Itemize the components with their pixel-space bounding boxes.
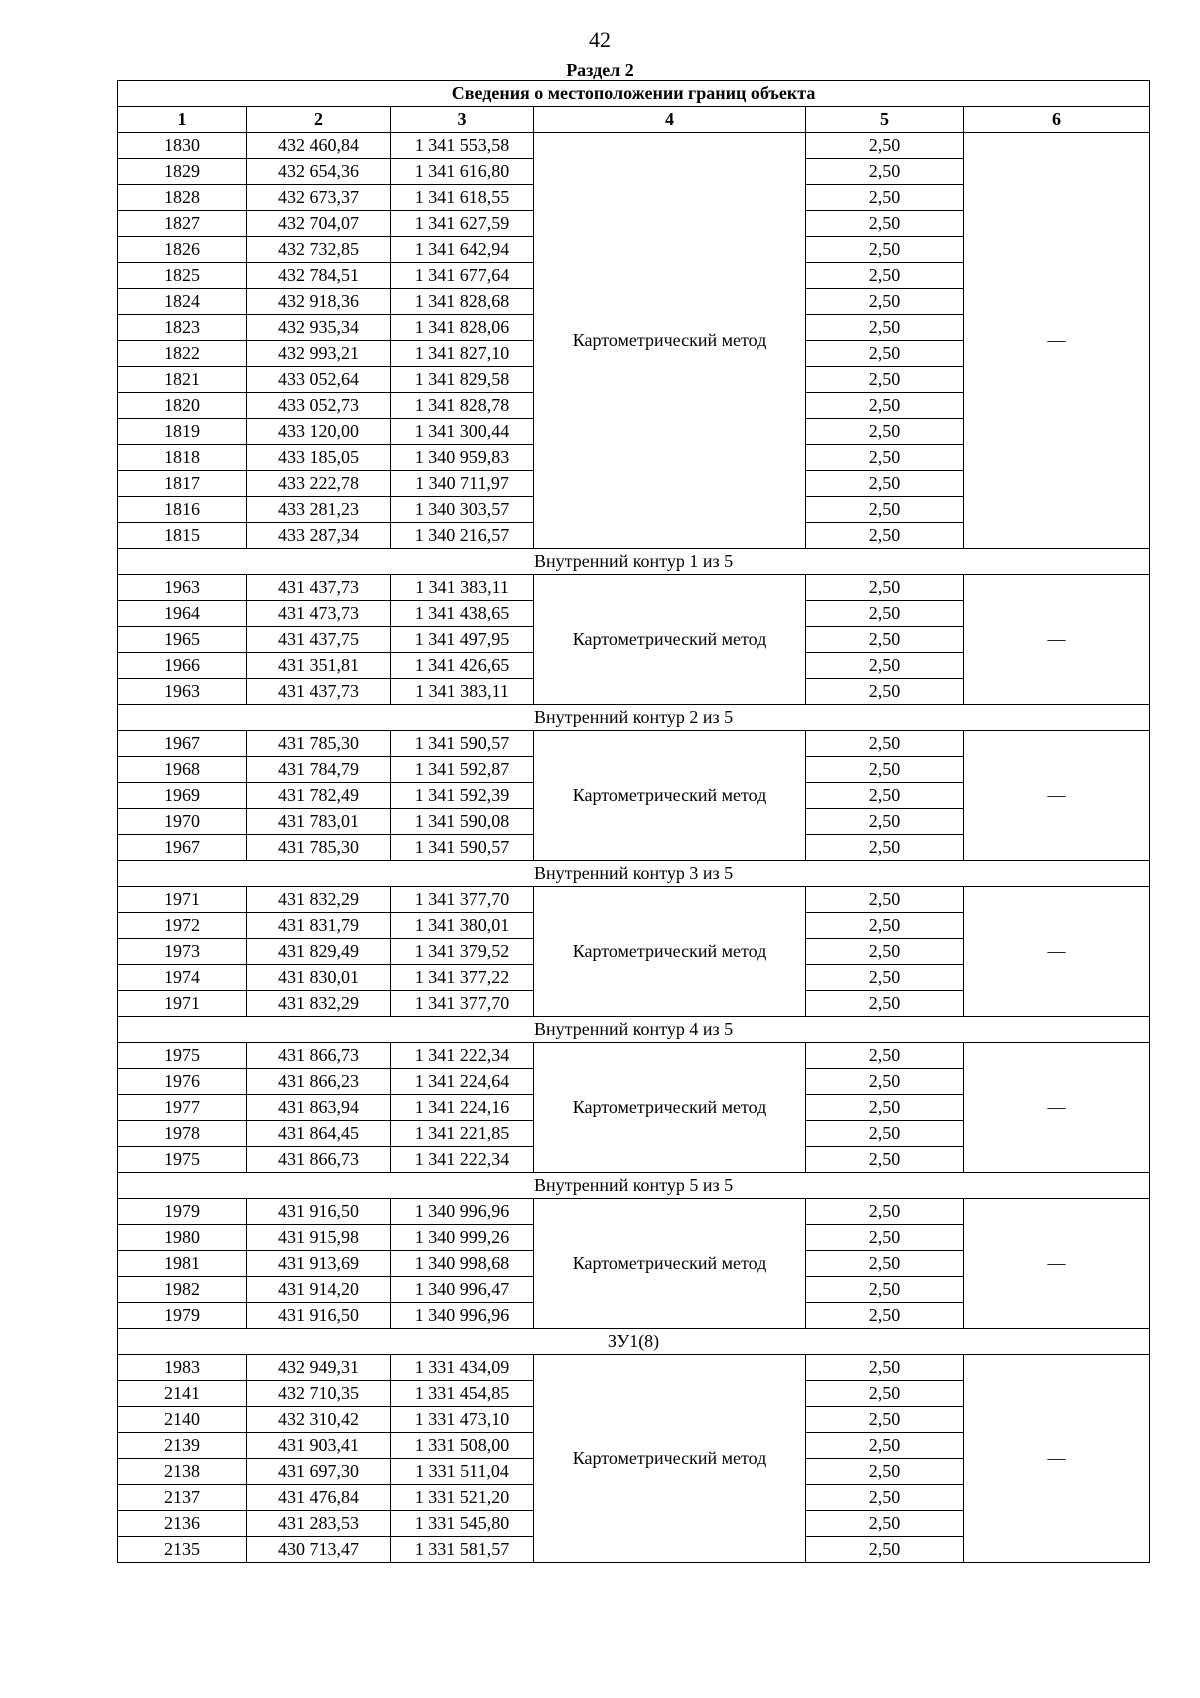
coordinate-y-cell: 1 341 642,94 [391, 237, 534, 263]
accuracy-cell: 2,50 [806, 1095, 964, 1121]
coordinate-y-cell: 1 341 829,58 [391, 367, 534, 393]
accuracy-cell: 2,50 [806, 523, 964, 549]
coordinate-x-cell: 432 654,36 [247, 159, 391, 185]
accuracy-cell: 2,50 [806, 835, 964, 861]
point-number-cell: 1816 [118, 497, 247, 523]
point-number-cell: 1982 [118, 1277, 247, 1303]
table-row [118, 731, 1150, 757]
accuracy-cell: 2,50 [806, 1199, 964, 1225]
coordinate-x-cell: 433 120,00 [247, 419, 391, 445]
coordinate-y-cell: 1 341 677,64 [391, 263, 534, 289]
accuracy-cell: 2,50 [806, 289, 964, 315]
note-cell: — [964, 887, 1150, 1017]
coordinate-x-cell: 431 832,29 [247, 887, 391, 913]
accuracy-cell: 2,50 [806, 133, 964, 159]
section-title: Раздел 2 [566, 60, 634, 80]
coordinate-y-cell: 1 341 377,70 [391, 887, 534, 913]
column-header: 2 [247, 107, 391, 133]
coordinate-y-cell: 1 341 377,22 [391, 965, 534, 991]
table-row [118, 133, 1150, 159]
point-number-cell: 1822 [118, 341, 247, 367]
group-label-row [118, 861, 1150, 887]
point-number-cell: 1825 [118, 263, 247, 289]
table-caption-row [118, 81, 1150, 107]
coordinate-y-cell: 1 341 592,39 [391, 783, 534, 809]
accuracy-cell: 2,50 [806, 1225, 964, 1251]
accuracy-cell: 2,50 [806, 679, 964, 705]
accuracy-cell: 2,50 [806, 341, 964, 367]
accuracy-cell: 2,50 [806, 575, 964, 601]
accuracy-cell: 2,50 [806, 185, 964, 211]
coordinate-x-cell: 431 785,30 [247, 835, 391, 861]
accuracy-cell: 2,50 [806, 393, 964, 419]
method-cell: Картометрический метод [534, 887, 806, 1017]
table-caption: Сведения о местоположении границ объекта [118, 81, 1150, 107]
coordinate-x-cell: 431 697,30 [247, 1459, 391, 1485]
coordinate-x-cell: 431 476,84 [247, 1485, 391, 1511]
accuracy-cell: 2,50 [806, 1537, 964, 1563]
group-label-row [118, 705, 1150, 731]
table-head [118, 81, 1150, 133]
coordinates-table [117, 80, 1150, 1563]
point-number-cell: 1818 [118, 445, 247, 471]
point-number-cell: 1963 [118, 575, 247, 601]
coordinate-y-cell: 1 341 627,59 [391, 211, 534, 237]
coordinate-y-cell: 1 341 383,11 [391, 575, 534, 601]
point-number-cell: 1975 [118, 1043, 247, 1069]
point-number-cell: 1978 [118, 1121, 247, 1147]
coordinate-y-cell: 1 341 828,06 [391, 315, 534, 341]
point-number-cell: 1966 [118, 653, 247, 679]
column-header: 4 [534, 107, 806, 133]
coordinate-y-cell: 1 331 545,80 [391, 1511, 534, 1537]
coordinate-y-cell: 1 341 618,55 [391, 185, 534, 211]
coordinate-y-cell: 1 340 998,68 [391, 1251, 534, 1277]
coordinate-y-cell: 1 341 828,78 [391, 393, 534, 419]
coordinate-y-cell: 1 341 590,57 [391, 835, 534, 861]
coordinate-y-cell: 1 341 380,01 [391, 913, 534, 939]
coordinate-x-cell: 432 704,07 [247, 211, 391, 237]
point-number-cell: 1830 [118, 133, 247, 159]
contour-label: Внутренний контур 4 из 5 [118, 1017, 1150, 1043]
point-number-cell: 1964 [118, 601, 247, 627]
point-number-cell: 1824 [118, 289, 247, 315]
accuracy-cell: 2,50 [806, 1277, 964, 1303]
accuracy-cell: 2,50 [806, 159, 964, 185]
point-number-cell: 1817 [118, 471, 247, 497]
point-number-cell: 1975 [118, 1147, 247, 1173]
coordinate-x-cell: 431 473,73 [247, 601, 391, 627]
note-cell: — [964, 575, 1150, 705]
accuracy-cell: 2,50 [806, 1303, 964, 1329]
method-cell: Картометрический метод [534, 1199, 806, 1329]
coordinate-x-cell: 431 830,01 [247, 965, 391, 991]
coordinate-y-cell: 1 340 303,57 [391, 497, 534, 523]
point-number-cell: 1821 [118, 367, 247, 393]
coordinate-x-cell: 431 915,98 [247, 1225, 391, 1251]
point-number-cell: 1963 [118, 679, 247, 705]
accuracy-cell: 2,50 [806, 887, 964, 913]
accuracy-cell: 2,50 [806, 731, 964, 757]
point-number-cell: 1828 [118, 185, 247, 211]
coordinate-y-cell: 1 340 999,26 [391, 1225, 534, 1251]
method-cell: Картометрический метод [534, 1043, 806, 1173]
group-label-row [118, 1173, 1150, 1199]
coordinate-y-cell: 1 331 473,10 [391, 1407, 534, 1433]
coordinate-y-cell: 1 340 996,96 [391, 1199, 534, 1225]
point-number-cell: 1826 [118, 237, 247, 263]
coordinate-x-cell: 433 052,64 [247, 367, 391, 393]
coordinate-y-cell: 1 341 828,68 [391, 289, 534, 315]
point-number-cell: 2136 [118, 1511, 247, 1537]
group-label-row [118, 1017, 1150, 1043]
accuracy-cell: 2,50 [806, 809, 964, 835]
coordinate-y-cell: 1 341 222,34 [391, 1043, 534, 1069]
accuracy-cell: 2,50 [806, 237, 964, 263]
point-number-cell: 1815 [118, 523, 247, 549]
accuracy-cell: 2,50 [806, 1381, 964, 1407]
coordinate-x-cell: 430 713,47 [247, 1537, 391, 1563]
point-number-cell: 1980 [118, 1225, 247, 1251]
point-number-cell: 2137 [118, 1485, 247, 1511]
coordinate-x-cell: 431 914,20 [247, 1277, 391, 1303]
table-body [118, 133, 1150, 1563]
column-header: 5 [806, 107, 964, 133]
point-number-cell: 1967 [118, 731, 247, 757]
coordinate-x-cell: 431 783,01 [247, 809, 391, 835]
accuracy-cell: 2,50 [806, 471, 964, 497]
coordinate-x-cell: 431 782,49 [247, 783, 391, 809]
note-cell: — [964, 1355, 1150, 1563]
accuracy-cell: 2,50 [806, 991, 964, 1017]
point-number-cell: 2138 [118, 1459, 247, 1485]
coordinate-y-cell: 1 331 508,00 [391, 1433, 534, 1459]
accuracy-cell: 2,50 [806, 1147, 964, 1173]
point-number-cell: 1981 [118, 1251, 247, 1277]
coordinate-x-cell: 431 784,79 [247, 757, 391, 783]
accuracy-cell: 2,50 [806, 263, 964, 289]
point-number-cell: 2140 [118, 1407, 247, 1433]
point-number-cell: 2135 [118, 1537, 247, 1563]
coordinate-x-cell: 433 052,73 [247, 393, 391, 419]
coordinate-y-cell: 1 331 434,09 [391, 1355, 534, 1381]
accuracy-cell: 2,50 [806, 1251, 964, 1277]
coordinate-y-cell: 1 331 511,04 [391, 1459, 534, 1485]
coordinate-y-cell: 1 341 827,10 [391, 341, 534, 367]
coordinate-y-cell: 1 340 216,57 [391, 523, 534, 549]
point-number-cell: 1973 [118, 939, 247, 965]
accuracy-cell: 2,50 [806, 1069, 964, 1095]
point-number-cell: 1970 [118, 809, 247, 835]
coordinate-y-cell: 1 341 377,70 [391, 991, 534, 1017]
point-number-cell: 1979 [118, 1199, 247, 1225]
point-number-cell: 1969 [118, 783, 247, 809]
accuracy-cell: 2,50 [806, 1355, 964, 1381]
coordinate-x-cell: 433 281,23 [247, 497, 391, 523]
column-header-row [118, 107, 1150, 133]
coordinate-x-cell: 431 785,30 [247, 731, 391, 757]
point-number-cell: 1820 [118, 393, 247, 419]
coordinate-x-cell: 431 916,50 [247, 1199, 391, 1225]
coordinate-x-cell: 432 460,84 [247, 133, 391, 159]
point-number-cell: 1976 [118, 1069, 247, 1095]
accuracy-cell: 2,50 [806, 601, 964, 627]
coordinate-y-cell: 1 340 959,83 [391, 445, 534, 471]
point-number-cell: 1965 [118, 627, 247, 653]
coordinate-x-cell: 431 831,79 [247, 913, 391, 939]
point-number-cell: 1977 [118, 1095, 247, 1121]
group-label-row [118, 549, 1150, 575]
contour-label: Внутренний контур 2 из 5 [118, 705, 1150, 731]
point-number-cell: 1971 [118, 887, 247, 913]
coordinate-x-cell: 431 832,29 [247, 991, 391, 1017]
accuracy-cell: 2,50 [806, 1459, 964, 1485]
coordinate-x-cell: 433 222,78 [247, 471, 391, 497]
coordinate-y-cell: 1 341 426,65 [391, 653, 534, 679]
coordinate-y-cell: 1 341 379,52 [391, 939, 534, 965]
coordinate-y-cell: 1 341 590,08 [391, 809, 534, 835]
point-number-cell: 1967 [118, 835, 247, 861]
coordinate-y-cell: 1 341 497,95 [391, 627, 534, 653]
accuracy-cell: 2,50 [806, 211, 964, 237]
coordinate-x-cell: 431 283,53 [247, 1511, 391, 1537]
note-cell: — [964, 1199, 1150, 1329]
coordinate-x-cell: 431 913,69 [247, 1251, 391, 1277]
table-row [118, 1043, 1150, 1069]
coordinate-x-cell: 431 829,49 [247, 939, 391, 965]
point-number-cell: 2139 [118, 1433, 247, 1459]
accuracy-cell: 2,50 [806, 783, 964, 809]
coordinate-y-cell: 1 340 711,97 [391, 471, 534, 497]
note-cell: — [964, 1043, 1150, 1173]
accuracy-cell: 2,50 [806, 1433, 964, 1459]
point-number-cell: 1974 [118, 965, 247, 991]
coordinate-x-cell: 431 866,73 [247, 1043, 391, 1069]
coordinate-y-cell: 1 340 996,96 [391, 1303, 534, 1329]
accuracy-cell: 2,50 [806, 445, 964, 471]
coordinate-x-cell: 431 866,73 [247, 1147, 391, 1173]
point-number-cell: 1971 [118, 991, 247, 1017]
accuracy-cell: 2,50 [806, 315, 964, 341]
page-number: 42 [589, 27, 611, 52]
coordinate-x-cell: 431 864,45 [247, 1121, 391, 1147]
accuracy-cell: 2,50 [806, 1407, 964, 1433]
coordinate-x-cell: 431 437,73 [247, 575, 391, 601]
method-cell: Картометрический метод [534, 1355, 806, 1563]
accuracy-cell: 2,50 [806, 1043, 964, 1069]
accuracy-cell: 2,50 [806, 1485, 964, 1511]
coordinate-x-cell: 432 784,51 [247, 263, 391, 289]
coordinate-y-cell: 1 341 553,58 [391, 133, 534, 159]
contour-label: ЗУ1(8) [118, 1329, 1150, 1355]
accuracy-cell: 2,50 [806, 965, 964, 991]
accuracy-cell: 2,50 [806, 419, 964, 445]
coordinate-y-cell: 1 341 222,34 [391, 1147, 534, 1173]
coordinate-y-cell: 1 331 581,57 [391, 1537, 534, 1563]
point-number-cell: 1829 [118, 159, 247, 185]
coordinate-y-cell: 1 341 616,80 [391, 159, 534, 185]
coordinate-y-cell: 1 341 300,44 [391, 419, 534, 445]
coordinate-y-cell: 1 341 224,64 [391, 1069, 534, 1095]
coordinate-x-cell: 431 437,75 [247, 627, 391, 653]
point-number-cell: 1823 [118, 315, 247, 341]
coordinate-y-cell: 1 341 383,11 [391, 679, 534, 705]
accuracy-cell: 2,50 [806, 653, 964, 679]
coordinate-y-cell: 1 341 592,87 [391, 757, 534, 783]
accuracy-cell: 2,50 [806, 367, 964, 393]
note-cell: — [964, 731, 1150, 861]
table-row [118, 1199, 1150, 1225]
method-cell: Картометрический метод [534, 133, 806, 549]
group-label-row [118, 1329, 1150, 1355]
accuracy-cell: 2,50 [806, 627, 964, 653]
note-cell: — [964, 133, 1150, 549]
table-row [118, 575, 1150, 601]
coordinate-y-cell: 1 341 224,16 [391, 1095, 534, 1121]
contour-label: Внутренний контур 1 из 5 [118, 549, 1150, 575]
column-header: 6 [964, 107, 1150, 133]
coordinate-x-cell: 432 732,85 [247, 237, 391, 263]
point-number-cell: 2141 [118, 1381, 247, 1407]
coordinate-x-cell: 432 918,36 [247, 289, 391, 315]
coordinate-x-cell: 432 935,34 [247, 315, 391, 341]
coordinate-x-cell: 433 287,34 [247, 523, 391, 549]
coordinate-x-cell: 431 903,41 [247, 1433, 391, 1459]
coordinate-x-cell: 432 310,42 [247, 1407, 391, 1433]
coordinate-y-cell: 1 331 454,85 [391, 1381, 534, 1407]
coordinate-x-cell: 431 351,81 [247, 653, 391, 679]
coordinate-x-cell: 432 710,35 [247, 1381, 391, 1407]
accuracy-cell: 2,50 [806, 1511, 964, 1537]
coordinate-y-cell: 1 341 590,57 [391, 731, 534, 757]
coordinate-x-cell: 432 949,31 [247, 1355, 391, 1381]
coordinate-x-cell: 431 437,73 [247, 679, 391, 705]
contour-label: Внутренний контур 3 из 5 [118, 861, 1150, 887]
column-header: 1 [118, 107, 247, 133]
coordinate-y-cell: 1 341 438,65 [391, 601, 534, 627]
method-cell: Картометрический метод [534, 575, 806, 705]
coordinate-x-cell: 433 185,05 [247, 445, 391, 471]
point-number-cell: 1983 [118, 1355, 247, 1381]
accuracy-cell: 2,50 [806, 939, 964, 965]
coordinate-y-cell: 1 340 996,47 [391, 1277, 534, 1303]
accuracy-cell: 2,50 [806, 1121, 964, 1147]
point-number-cell: 1979 [118, 1303, 247, 1329]
coordinate-x-cell: 431 916,50 [247, 1303, 391, 1329]
coordinate-x-cell: 432 993,21 [247, 341, 391, 367]
table-row [118, 1355, 1150, 1381]
table-row [118, 887, 1150, 913]
contour-label: Внутренний контур 5 из 5 [118, 1173, 1150, 1199]
coordinate-x-cell: 431 863,94 [247, 1095, 391, 1121]
coordinate-y-cell: 1 331 521,20 [391, 1485, 534, 1511]
point-number-cell: 1968 [118, 757, 247, 783]
coordinate-y-cell: 1 341 221,85 [391, 1121, 534, 1147]
accuracy-cell: 2,50 [806, 757, 964, 783]
accuracy-cell: 2,50 [806, 913, 964, 939]
point-number-cell: 1827 [118, 211, 247, 237]
column-header: 3 [391, 107, 534, 133]
method-cell: Картометрический метод [534, 731, 806, 861]
coordinate-x-cell: 432 673,37 [247, 185, 391, 211]
point-number-cell: 1819 [118, 419, 247, 445]
coordinate-x-cell: 431 866,23 [247, 1069, 391, 1095]
point-number-cell: 1972 [118, 913, 247, 939]
accuracy-cell: 2,50 [806, 497, 964, 523]
